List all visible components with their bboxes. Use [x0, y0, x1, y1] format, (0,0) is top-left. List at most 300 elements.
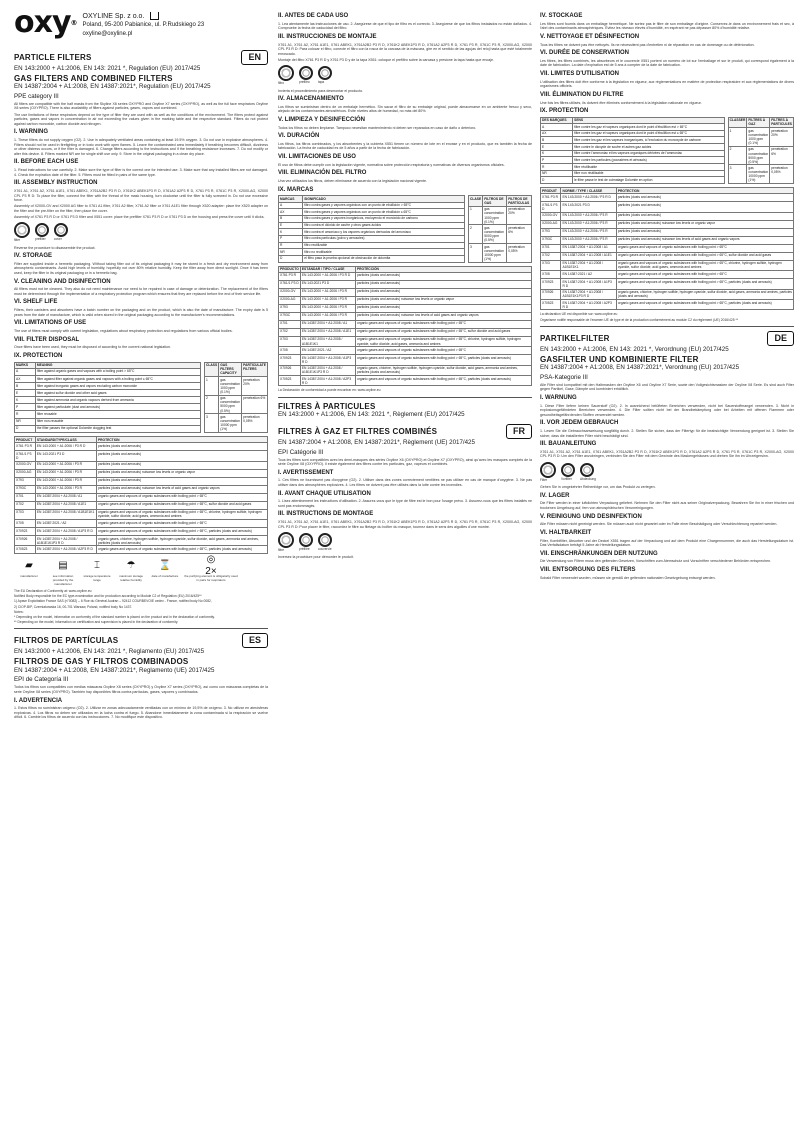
fr-category: EPI Catégorie III [278, 448, 324, 456]
table-cell: X761 P3 R [541, 194, 561, 202]
table-cell: organic gases and vapours of organic substances with boiling point > 65°C [355, 347, 531, 355]
fig-label-cover: Abdeckung [580, 477, 596, 482]
fr-before-use-text: 1. Lisez attentivement les instructions d'utilisation. 2. Assurez-vous que le type de filtre est le bon pour l'usage prévu. 3. Assurez-vous que les filtres installés ne sont pas endommagés. [278, 499, 532, 508]
table-cell: penetration 6% [242, 395, 268, 414]
cover-icon [580, 463, 594, 477]
es-before-use-text: 1. Lea atentamente las instrucciones de uso. 2. Asegúrese de que el tipo de filtro es el correcto. 3. Asegúrese de que los filtros instalados no están dañados. 4. Compruebe la fecha de caducidad del filtro. [278, 21, 532, 31]
table-cell: particles (dusts and aerosols) [355, 280, 531, 288]
table-cell: EN 14387:2004 + A1:2008 / A1B1E1K1 [561, 260, 616, 270]
col-particulate: PARTICULATE FILTERS [242, 362, 268, 377]
table-cell: EN 14387:2004 + A1:2008 / A1E1 [35, 501, 96, 509]
table-cell: X702 [279, 328, 301, 336]
table-cell: particles (dusts and aerosols) [355, 304, 531, 312]
marks-row [541, 144, 725, 151]
column-english-spanish [14, 5, 268, 720]
product-row [279, 347, 532, 355]
table-cell: 3 [728, 165, 747, 184]
fr-section-before-use: II. AVANT CHAQUE UTILISATION [278, 490, 371, 497]
product-row [279, 280, 532, 288]
table-cell: particles (dusts and aerosols) [96, 451, 267, 461]
de-shelf-life-text: Filter, Kombifilter, Absorber und der Deckel X551 tragen auf der Verpackung und auf dem Produkt eine Chargennummer, die auch das Herstellungsdatum ist. Das Verfallsdatum beträgt 5 Jahre ab Herstellungsdatum. [540, 538, 794, 548]
col-marks: MARKS [15, 362, 36, 368]
table-cell: particles (dusts and aerosols) [616, 194, 793, 202]
de-title-gas: GASFILTER UND KOMBINIERTE FILTER [540, 354, 699, 364]
de-standard-2: EN 14387:2004 + A1:2008, EN 14387:2021*, Verordnung (EU) 2017/425 [540, 364, 740, 372]
en-section-cleaning: V. CLEANING AND DISINFECTION [14, 278, 111, 285]
cover-icon [54, 223, 68, 237]
product-row [15, 443, 268, 451]
product-row [279, 365, 532, 375]
table-cell: filtro contra el dióxido de azufre y otros gases ácidos [303, 222, 465, 229]
col-meaning: SENS [573, 117, 724, 123]
table-cell: EN 143:2021 P3 D [561, 202, 616, 212]
product-row [15, 546, 268, 554]
table-cell: EN 143:2000 + A1:2006 / P3 R [300, 288, 355, 296]
es-section-cleaning: V. LIMPIEZA Y DESINFECCIÓN [278, 116, 366, 123]
table-cell: EN 14387:2004 + A1:2008 / A1P3 R D [300, 355, 355, 365]
fr-marks-table [540, 117, 725, 184]
en-section-warning: I. WARNING [14, 129, 48, 136]
col-protection: PROTECTION [616, 188, 793, 194]
marks-row [15, 418, 201, 425]
fr-standard-2: EN 14387:2004 + A1:2008, EN 14387:2021*, Règlement (UE) 2017/425 [278, 438, 475, 446]
class-row [469, 243, 532, 262]
table-cell: EN 143:2000 + A1:2006 / P3 R [561, 228, 616, 236]
en-section-assembly: III. ASSEMBLY INSTRUCTION [14, 180, 98, 187]
table-cell: B [15, 383, 36, 390]
table-cell: organic gases and vapours of organic substances with boiling point > 65°C [96, 520, 267, 528]
table-cell: penetration 20% [507, 206, 532, 225]
table-cell: organic gases and vapours of organic substances with boiling point > 65°C, particles (dusts and aerosols) [96, 528, 267, 536]
table-cell: 1 [728, 128, 747, 147]
table-cell: A [279, 202, 303, 209]
table-cell: AX [279, 209, 303, 216]
product-row [541, 236, 794, 244]
marks-row [541, 124, 725, 131]
fig-label-cover: couvercle [318, 547, 332, 552]
table-cell: X70923 [541, 279, 561, 289]
marks-row [279, 215, 465, 222]
en-notes [14, 589, 268, 625]
table-cell: EN 143:2000 + A1:2006 / P3 R [561, 236, 616, 244]
fr-section-disposal: VIII. ÉLIMINATION DU FILTRE [540, 91, 624, 98]
table-cell: X793 [279, 304, 301, 312]
class-row [469, 225, 532, 244]
table-cell: organic gases, chlorine, hydrogen sulfide, hydrogen cyanide, sulfur dioxide, acid gases, ammonia and amines, particles (dusts and aerosols) [355, 365, 531, 375]
fr-section-limitations: VII. LIMITES D'UTILISATION [540, 70, 619, 77]
es-title-row [14, 633, 268, 648]
divider [540, 326, 794, 327]
symbol-label: date of manufacture [151, 574, 179, 579]
col-standard: STANDARD/TYPE/CLASS [35, 436, 96, 442]
table-cell: EN 143:2000 + A1:2006 / P3 R [561, 212, 616, 220]
col-class: CLASS [205, 362, 219, 377]
table-cell: EN 14387:2004 + A1:2008 / A1 [561, 244, 616, 252]
product-row [15, 477, 268, 485]
fig-label-filter: Filter [540, 478, 548, 483]
table-cell: EN 14387:2004 + A1:2008 / A1B1E1K1P3 R D [35, 536, 96, 546]
table-cell: X703 [15, 509, 36, 519]
table-cell: gas concentration 5000 ppm (0.5%) [748, 147, 769, 164]
marks-row [279, 249, 465, 256]
en-language-badge: EN [241, 50, 268, 65]
table-cell: filter against organic gases and vapours with a boiling point > 65°C [35, 368, 200, 375]
table-cell: organic gases and vapours of organic substances with boiling point > 65°C [616, 271, 793, 279]
marks-row [15, 425, 201, 432]
table-cell: P [541, 157, 573, 164]
table-cell: EN 14387:2021 / A2 [35, 520, 96, 528]
class-row [728, 146, 793, 165]
table-cell: gas concentration 10000 ppm (1%) [748, 166, 769, 183]
table-cell: EN 14387:2004 + A1:2008 / A1B1E1K1 [300, 336, 355, 346]
table-cell: EN 14387:2021 / A2 [561, 271, 616, 279]
notified-body-2: 2) CIOP-BIP, Czerniakowska 16, 00-701 Warsaw, Poland, notified body No 1437. [14, 604, 133, 609]
es-section-before-use: II. ANTES DE CADA USO [278, 13, 349, 19]
class-row [728, 165, 793, 184]
table-cell: X761 P3 R [279, 272, 301, 280]
de-before-use-text: 1. Lesen Sie die Gebrauchsanweisung sorgfältig durch. 2. Stellen Sie sicher, dass der Filtertyp für die beabsichtigte Verwendung geeignet ist. 3. Stellen Sie sicher, dass die installierten Filter nicht beschädigt sind. [540, 429, 794, 438]
marks-row [15, 404, 201, 411]
notified-body-1: 1) Apave Exploitation France SAS (n°0082) – 6 Rue du Général Audran – 92412 COURBEVOIE cedex - France, notified body No 0082, [14, 599, 212, 604]
fr-cleaning-text: Tous les filtres ne doivent pas être nettoyés. Ils ne nécessitent pas d'entretien ni de réparation en cas de dommage ou de détérioration. [540, 42, 755, 47]
oxy-logo: oxy® [14, 5, 77, 40]
col-class: CLASE [469, 196, 483, 206]
product-row [279, 355, 532, 365]
symbol-label: manufacturer [20, 574, 38, 579]
en-cleaning-text: All filters must not be cleaned. They also do not need maintenance nor need to be repaired in case of damage or deterioration. The replacement of the filters must be determined through the implementation of a respiratory protection program which ensures that they are replaced before the end of their service life. [14, 287, 268, 296]
symbol-label: storage temperature range [83, 574, 111, 583]
col-marks: DES MARQUES [541, 117, 573, 123]
en-disposal-text: Once filters have been used, they must be disposed of according to the current national legislation. [14, 345, 172, 350]
en-marks-tables [14, 362, 268, 433]
fr-assembly-text-4: Inversez la procédure pour démonter le produit. [278, 555, 354, 560]
filter-icon [14, 222, 30, 238]
fr-section-warning: I. AVERTISSEMENT [278, 469, 334, 476]
de-assembly-text-4: Gehen Sie in umgekehrter Reihenfolge vor, um das Produkt zu zerlegen. [540, 485, 656, 490]
table-cell: gas concentration 10000 ppm (1%) [220, 414, 240, 432]
product-row [279, 336, 532, 346]
table-cell: X761/1 P3 D [279, 280, 301, 288]
column-spanish-french [278, 10, 532, 560]
table-cell: filtro reutilizable [303, 242, 465, 249]
de-title-particle: PARTIKELFILTER [540, 333, 610, 343]
table-cell: filtre non réutilisable [573, 170, 724, 177]
es-duration-text: Los filtros, los filtros combinados, y los absorbentes y la cubierta X551 tienen un número de lote en el envase y en el producto, que es también la fecha de fabricación. La fecha de caducidad es de 5 años a partir de la fecha de fabricación. [278, 141, 532, 151]
fr-title-particle: FILTRES À PARTICULES [278, 401, 376, 411]
table-cell: E [541, 144, 573, 151]
en-section-protection: IX. PROTECTION [14, 352, 63, 359]
table-cell: particles (dusts and aerosols) [96, 461, 267, 469]
de-section-warning: I. WARNUNG [540, 394, 577, 401]
table-cell: filtro contra partículas (polvo y aerosoles) [303, 235, 465, 242]
symbol-label: the purifying element is obligatorily used in pairs for respirators [184, 574, 238, 583]
table-cell: le filtre passe le test de colmatage Dolomite en option [573, 177, 724, 184]
marks-row [279, 242, 465, 249]
product-row [541, 202, 794, 212]
fig-label-cover: tapa [318, 80, 325, 85]
product-row [15, 485, 268, 493]
en-product-table [14, 436, 268, 555]
fr-section-cleaning: V. NETTOYAGE ET DÉSINFECTION [540, 33, 640, 40]
class-row [205, 377, 268, 396]
table-cell: filtro contra gases y vapores inorgánicos, excluyendo el monóxido de carbono [303, 215, 465, 222]
table-cell: filtro no reutilizable [303, 249, 465, 256]
product-row [541, 260, 794, 270]
table-cell: 3 [205, 414, 219, 433]
marks-row [15, 411, 201, 418]
table-cell: EN 143:2000 + A1:2006 / P3 R [300, 304, 355, 312]
fr-section-protection: IX. PROTECTION [540, 108, 589, 115]
table-cell: organic gases and vapours of organic substances with boiling point > 65°C, sulfur dioxide and acid gases [96, 501, 267, 509]
table-cell: EN 14387:2021 / A2 [300, 347, 355, 355]
table-cell: penetration 20% [242, 377, 268, 396]
col-product: PRODUCT [15, 436, 36, 442]
table-cell: EN 143:2021 P3 D [35, 451, 96, 461]
product-row [541, 194, 794, 202]
class-row [205, 395, 268, 414]
col-standard: NORME / TYPE / CLASSE [561, 188, 616, 194]
en-title-gas: GAS FILTERS AND COMBINED FILTERS [14, 73, 173, 83]
table-cell: X2000-GV [15, 461, 36, 469]
fr-language-badge: FR [506, 424, 532, 439]
table-cell: organic gases and vapours of organic substances with boiling point > 65°C, chlorine, hydrogen sulfide, hydrogen cyanide, sulfur dioxide, acid gases, ammonia and amines [355, 336, 531, 346]
filter-icon [540, 462, 556, 478]
table-cell: AX [541, 130, 573, 137]
date-icon: ⌛ [158, 560, 172, 572]
de-section-assembly: III. BAUANLEITUNG [540, 441, 597, 448]
product-row [15, 501, 268, 509]
table-cell: X2000-AG [541, 220, 561, 228]
en-assembly-text-4: Reverse the procedure to disassemble the product. [14, 245, 96, 250]
table-cell: EN 14387:2004 + A1:2008 / A1E1 [561, 252, 616, 260]
es-title-particle: FILTROS DE PARTÍCULAS [14, 636, 119, 646]
table-cell: particles (dusts and aerosols) [616, 228, 793, 236]
fr-title-row-2 [278, 424, 532, 439]
table-cell: filtre contre le dioxyde de soufre et autres gaz acides [573, 144, 724, 151]
marks-row [541, 177, 725, 184]
product-row [15, 528, 268, 536]
es-section-limitations: VII. LIMITACIONES DE USO [278, 154, 356, 161]
en-section-disposal: VIII. FILTER DISPOSAL [14, 336, 80, 343]
product-row [279, 304, 532, 312]
table-cell: organic gases and vapours of organic substances with boiling point > 65°C [355, 320, 531, 328]
table-cell: filtro contra gases y vapores orgánicos con un punto de ebullición ≤ 65°C [303, 209, 465, 216]
table-cell: X793C [15, 485, 36, 493]
table-cell: X793 [15, 477, 36, 485]
class-row [728, 128, 793, 147]
product-row [15, 493, 268, 501]
en-symbols [14, 553, 268, 587]
table-cell: EN 14387:2004 + A1:2008 / A2P3 R D [300, 376, 355, 386]
table-cell: penetration 0,05% [242, 414, 268, 433]
table-cell: particles (dusts and aerosols) [96, 477, 267, 485]
company-address: Poland, 95-200 Pabianice, ul. P.Rudskiego 23 [82, 22, 205, 29]
de-storage-text: Die Filter werden in einer luftdichten Verpackung geliefert. Nehmen Sie den Filter nicht aus seiner Originalverpackung. Bewahren Sie ihn in einer frischen und trockenen Umgebung auf, fern von atmosphärischen Verunreinigungen. [540, 501, 794, 510]
product-row [15, 520, 268, 528]
en-warning-text: 1. These filters do not supply oxygen (O2). 2. Use in adequately ventilated areas containing at least 19.5% oxygen. 3. Do not use in explosive atmospheres. 4. Filters should not be used in firefighting or in toxic work with open flames. 5. Leave the contaminated area immediately if breathing becomes difficult, dizziness or other distress occurs, or if the filter is damaged. 6. Change filters according to the instructions and if the breathing resistance increases. 7. Do not modify or alter this device. 8. Filters marked NR are for single shift use only. 9. Store in the original packaging in a clean dry place. [14, 138, 268, 156]
company-email: oxyline@oxyline.pl [82, 30, 133, 37]
de-intro: Alle Filter sind kompatibel mit den Halbmasken der Oxyline X6 und Oxyline X7 Serie, sowie den Vollgesichtsmasken der Oxyline X8 Serie. Es sind auch Filter gegen Partikel, Gase, Dämpfe und kombiniert erhältlich. [540, 382, 794, 392]
table-cell: X70923 [15, 528, 36, 536]
table-cell: particles (dusts and aerosols) [96, 443, 267, 451]
table-cell: X70523 [541, 299, 561, 309]
table-cell: organic gases and vapours of organic substances with boiling point > 65°C [96, 493, 267, 501]
fr-section-storage: IV. STOCKAGE [540, 13, 583, 19]
table-cell: penetration 0,05% [770, 165, 794, 184]
fig-label-prefilter: Vorfilter [561, 477, 572, 482]
table-cell: EN 143:2000 + A1:2006 / P3 R D [35, 443, 96, 451]
product-row [541, 252, 794, 260]
class-row [205, 414, 268, 433]
marks-row [541, 150, 725, 157]
col-marks: MARCAS [279, 196, 303, 202]
col-class: CLASSER [728, 117, 747, 127]
col-particulate: FILTRES À PARTICULES [771, 118, 793, 127]
en-assembly-text-3: Assembly of X761 P3 R D or X761 P3 D filter and X551 cover: place the prefilter X761 P3 R D or X761 P3 D on the housing and press the cover until it clicks. [14, 214, 265, 219]
en-before-use-text: 1. Read instructions for use carefully. 2. Make sure the type of filter is the correct one for intended use. 3. Make sure that any installed filters are not damaged. 4. Check the expiration date of the filter. 5. Filters must be fitted in pairs of the same type. [14, 168, 268, 177]
table-cell: 2 [205, 395, 219, 414]
fr-disposal-text: Une fois les filtres utilisés, ils doivent être éliminés conformément à la législation nationale en vigueur. [540, 100, 702, 105]
table-cell: X2000-AG [15, 469, 36, 477]
en-standard-2: EN 14387:2004 + A1:2008, EN 14387:2021*, Regulation (EU) 2017/425 [14, 83, 211, 91]
column-french-german [540, 10, 794, 580]
es-section-storage: IV. ALMACENAMIENTO [278, 96, 344, 103]
es-notes [278, 388, 532, 392]
fr-section-assembly: III. INSTRUCTIONS DE MONTAGE [278, 511, 374, 518]
table-cell: E [279, 222, 303, 229]
es-marks-tables [278, 195, 532, 262]
table-cell: B [279, 215, 303, 222]
de-assembly-text: X761 A1, X761 A2, X761 A1E1, X761 ABEK1, X761A2B2 P3 R D, X761K2 ABEK1P3 R D, X761A2 A2P3 R D, X761 P3 R, X761C P3 R, X2000-AG, X2000 CPL P3 R D: Um den Filter anzubringen, verbinden Sie den Filter mit dem Gewinde des Maskengehäuses und drehen Sie ihn im Uhrzeigersinn. [540, 449, 794, 459]
table-cell: P [15, 404, 36, 411]
en-assembly-text-2: Assembly of X2000-GV and X2000 AG filter to X761 A1 filter, X761 A2 filter, X761 A2 filter or X761 A1E1 filter through X520 adapter: place the X520 adapter on the filter and the pre-filter on the filter, then place the cover. [14, 204, 268, 213]
table-cell: organic gases and vapours of organic substances with boiling point > 65°C, sulfur dioxide and acid gases [355, 328, 531, 336]
table-cell: EN 14387:2004 + A1:2008 / A1B1E1K1 [35, 509, 96, 519]
table-cell: particles (dusts and aerosols) nuisance low levels of acid gases and organic vapors [616, 236, 793, 244]
de-title-row [540, 331, 794, 346]
es-disposal-text: Una vez utilizados los filtros, deben eliminarse de acuerdo con la legislación nacional vigente. [278, 179, 428, 184]
es-assembly-text-2: Montaje del filtro X761 P3 R D y X761 P3 D y de la tapa X551: coloque el prefiltro sobre la carcasa y presione la tapa hasta que encaje. [278, 57, 494, 62]
col-product: PRODUIT [541, 188, 561, 194]
product-row [541, 220, 794, 228]
table-cell: el filtro pasa la prueba opcional de obstrucción de dolomita [303, 255, 465, 262]
table-cell: particles (dusts and aerosols) nuisance low levels or organic vapor [616, 220, 793, 228]
table-cell: penetration 0,05% [507, 243, 532, 262]
product-row [541, 299, 794, 309]
table-cell: X705 [541, 271, 561, 279]
manufacturer-icon: ▰ [25, 560, 33, 572]
product-row [541, 212, 794, 220]
table-cell: NR [15, 418, 36, 425]
divider [14, 628, 268, 629]
de-warning-text: 1. Diese Filter liefern keinen Sauerstoff (O2). 2. In ausreichend belüfteten Bereichen verwenden, nicht bei Sauerstoffmangel verwenden. 3. Nicht in explosionsgefährdeten Bereichen verwenden. 4. Die Filter sollten nicht bei der Brandbekämpfung oder bei Arbeiten mit offenen Flammen oder gesundheitsgefährdenden Stoffen verwendet werden. [540, 403, 794, 417]
es-marks-table [278, 195, 465, 262]
table-cell: gas concentration 1000 ppm (0.1%) [748, 128, 769, 146]
table-cell: X70923 [279, 355, 301, 365]
en-section-limitations: VII. LIMITATIONS OF USE [14, 320, 87, 327]
table-cell: EN 143:2000 + A1:2006 / P3 R D [561, 194, 616, 202]
table-cell: filter against inorganic gases and vapors excluding carbon monoxide [35, 383, 200, 390]
es-intro: Todos los filtros son compatibles con medias máscaras Oxyline X6 series (OXYPRO) y Oxyline X7 series (OXYPRO), así como con máscaras completas de la serie Oxyline X8 series (OXYPRO). También hay disponibles filtros contra partículas, gases, vapores y combinados. [14, 685, 268, 694]
table-cell: AX [15, 375, 36, 382]
marks-row [279, 222, 465, 229]
de-section-disposal: VIII. ENTSORGUNG DES FILTERS [540, 566, 636, 573]
es-section-disposal: VIII. ELIMINACIÓN DEL FILTRO [278, 170, 367, 177]
table-cell: organic gases and vapours of organic substances with boiling point > 65°C, particles (dusts and aerosols) [355, 355, 531, 365]
table-cell: 2 [728, 146, 747, 165]
table-cell: X2000-GV [541, 212, 561, 220]
col-protection: PROTECCIÓN [355, 266, 531, 272]
en-title-row [14, 50, 268, 65]
table-cell: X793C [541, 236, 561, 244]
de-filter-figure [540, 462, 794, 482]
table-cell: filtro contra gases y vapores orgánicos con un punto de ebullición > 65°C [303, 202, 465, 209]
product-row [279, 296, 532, 304]
notified-body: Organisme notifié responsable de l'examen UE de type et de la production conformément au module C2 du règlement (UE) 2016/425 ** [540, 317, 739, 322]
table-cell: particles (dusts and aerosols) [355, 272, 531, 280]
table-cell: organic gases and vapours of organic substances with boiling point > 65°C, sulfur dioxide and acid gases [616, 252, 793, 260]
en-storage-text: Filter are supplied inside a hermetic packaging. Without taking filter out of its original packaging it may be stored in a fresh and dry environment away from atmospheric contaminants. Avoid high levels of humidity, hopefully not over 80% relative humidity. Keep the filter away from direct sunlight. Once it has been used, keep the filter in its original packaging or in a hermetic bag. [14, 261, 268, 276]
table-cell: gas concentration 1000 ppm (0.1%) [483, 206, 507, 225]
col-standard: ESTÁNDAR / TIPO / CLASE [300, 266, 355, 272]
marks-row [15, 397, 201, 404]
en-category: PPE category III [14, 92, 59, 100]
marks-row [279, 235, 465, 242]
col-gas-filters: FILTROS DE GAS [483, 196, 507, 206]
table-cell: EN 143:2000 + A1:2006 / P3 R [561, 220, 616, 228]
table-cell: EN 143:2000 + A1:2006 / P3 R [300, 296, 355, 304]
fr-title-gas: FILTRES À GAZ ET FILTRES COMBINÉS [278, 426, 438, 436]
marks-row [279, 255, 465, 262]
de-category: PSA-Kategorie III [540, 373, 588, 381]
table-cell: X705 [279, 347, 301, 355]
de-section-before-use: II. VOR JEDEM GEBRAUCH [540, 420, 619, 427]
product-row [541, 271, 794, 279]
en-intro: All filters are compatible with the half masks from the Skyline X6 series OXYPRO and Oxyline X7 series (OXYPRO), as well as the full face respirators Oxyline X8 series (OXYPRO). There is also availability of filters against particles, gases, vapors and combined. [14, 101, 268, 111]
marks-row [541, 130, 725, 137]
table-cell: X703 [279, 336, 301, 346]
table-cell: EN 143:2021 P3 D [300, 280, 355, 288]
en-shelf-life-text: Filters, their canisters and absorbers have a batch number on the packaging and on the product, which is also the date of manufacture. The expiry date is 5 years from the date of manufacture, which is valid when stored in the original packaging according to the manufacturer's recommendations. [14, 308, 268, 317]
filter-icon [278, 532, 294, 548]
fr-product-table [540, 187, 794, 310]
table-cell: organic gases and vapours of organic substances with boiling point > 65°C, particles (dusts and aerosols) [616, 299, 793, 309]
table-cell: X70926 [541, 289, 561, 299]
table-cell: gas concentration 5000 ppm (0.5%) [483, 225, 507, 244]
table-cell: filtro contra el amoníaco y los vapores orgánicos derivados del amoníaco [303, 229, 465, 236]
table-cell: particles (dusts and aerosols) nuisance low levels of acid gases and organic vapors [96, 485, 267, 493]
table-cell: 3 [469, 243, 483, 262]
es-language-badge: ES [242, 633, 268, 648]
note-1: * Depending on the model, information on conformity of the standard number is placed on the product and in the declaration of conformity. [14, 615, 215, 620]
table-cell: X761/1 P3 D [541, 202, 561, 212]
fr-filter-figure [278, 532, 532, 552]
table-cell: 2 [469, 225, 483, 244]
table-cell: K [15, 397, 36, 404]
es-assembly-text: X761 A1, X761 A2, X761 A1E1, X761 ABEK1, X761A2B2 P3 R D, X761K2 ABEK1P3 R D, X761A2 A2P3 R D, X761 P3 R, X761C P3 R, X2000-AG, X2000 CPL P3 R D: Para colocar el filtro, conecte el filtro con la rosca de la carcasa de la máscara, gire en el sentido de las agujas del reloj hasta que esté totalmente enroscado. [278, 42, 532, 56]
marks-row [15, 375, 201, 382]
table-cell: particles (dusts and aerosols) [616, 212, 793, 220]
table-cell: K [279, 229, 303, 236]
table-cell: filtre contre les particules (poussières et aérosols) [573, 157, 724, 164]
table-cell: filter against sulfur dioxide and other acid gases [35, 390, 200, 397]
note-2: ** Depending on the model, information on certification and supervision is placed in the declaration of conformity. [14, 620, 179, 625]
de-cleaning-text: Alle Filter müssen nicht gereinigt werden. Sie müssen auch nicht gewartet oder im Falle einer Beschädigung oder Verschlechterung repariert werden. [540, 522, 778, 527]
table-cell: EN 14387:2004 + A1:2008 / A1P3 R D [35, 528, 96, 536]
table-cell: particles (dusts and aerosols) nuisance low levels of acid gases and organic vapors [355, 312, 531, 320]
es-section-marks: IX. MARCAS [278, 186, 314, 193]
es-cleaning-text: Todos los filtros no deben limpiarse. Tampoco necesitan mantenimiento ni deben ser reparados en caso de daño o deterioro. [278, 125, 477, 130]
